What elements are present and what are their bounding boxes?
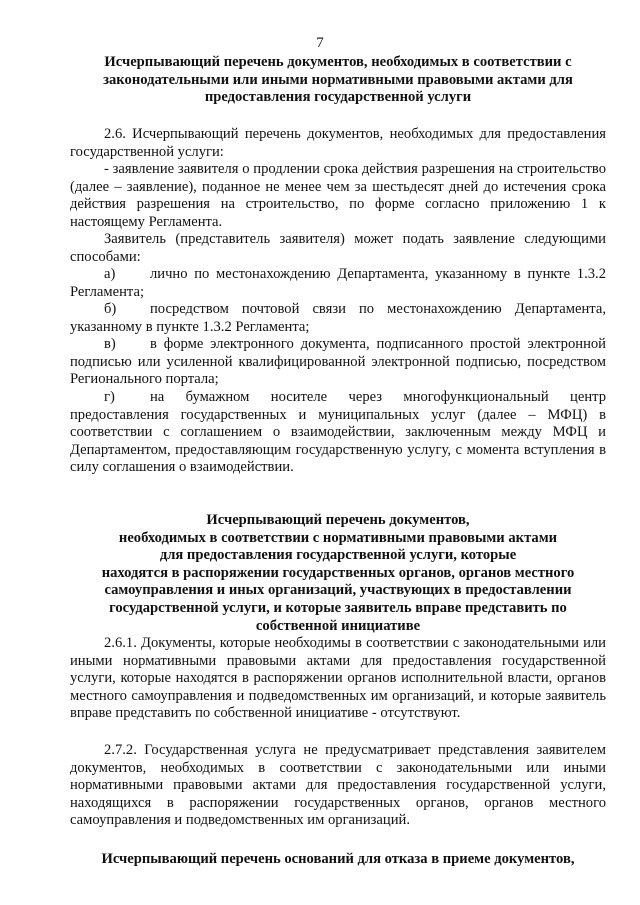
page-number: 7 [316, 35, 324, 51]
heading-line: предоставления государственной услуги [204, 89, 472, 106]
method-text: на бумажном носителе через многофункциональный центр предоставления государственных и муниципальных услуг (далее – МФЦ) в соответствии с соглашением о взаимодействии, заключенным между МФЦ и Департаментом, предоставляющим государственную услугу, с момента вступления в силу соглашения о взаимодействии. [70, 389, 606, 476]
heading-line: государственной услуги, и которые заявитель вправе представить по [109, 599, 567, 616]
method-marker: б) [104, 301, 117, 317]
heading-line: законодательными или иными нормативными правовыми актами для [103, 71, 573, 88]
method-text: лично по местонахождению Департамента, указанному в пункте 1.3.2 Регламента; [70, 266, 606, 300]
section-heading-refusal: Исчерпывающий перечень оснований для отказа в приеме документов, [101, 851, 575, 867]
heading-line: собственной инициативе [255, 617, 421, 634]
method-marker: а) [104, 266, 116, 282]
heading-line: самоуправления и иных организаций, участвующих в предоставлении [104, 582, 572, 599]
paragraph-statement: - заявление заявителя о продлении срока действия разрешения на строительство (далее – заявление), поданное не менее чем за шестьдесят дней до истечения срока действия разрешения на строительство, по форме согласно приложению 1 к настоящему Регламента. [70, 161, 606, 230]
method-item-v [70, 336, 606, 389]
heading-line: Исчерпывающий перечень документов, [206, 512, 470, 528]
paragraph-2-7-2: 2.7.2. Государственная услуга не предусматривает представления заявителем документов, необходимых в соответствии с законодательными или иными нормативными правовыми актами для предоставления государственной услуги, находящихся в распоряжении государственных органов, органов местного самоуправления и подведомственных им организаций. [70, 742, 606, 829]
method-item-a [70, 266, 606, 301]
paragraph-2-6-1: 2.6.1. Документы, которые необходимы в соответствии с законодательными или иными нормативными правовыми актами для предоставления государственной услуги, которые находятся в распоряжении органов исполнительной власти, органов местного самоуправления и подведомственных им организаций, и которые заявитель вправе представить по собственной инициативе - отсутствуют. [70, 635, 606, 722]
method-marker: в) [104, 336, 116, 352]
heading-line: для предоставления государственной услуги, которые [159, 547, 517, 564]
heading-line: необходимых в соответствии с нормативными правовыми актами [118, 529, 558, 546]
method-item-b [70, 301, 606, 336]
heading-line: находятся в распоряжении государственных органов, органов местного [101, 564, 575, 581]
method-text: в форме электронного документа, подписанного простой электронной подписью или усиленной квалифицированной электронной подписью, посредством Регионального портала; [70, 336, 606, 388]
method-item-g [70, 389, 606, 477]
paragraph-2-6: 2.6. Исчерпывающий перечень документов, необходимых для предоставления государственной услуги: [70, 126, 606, 160]
method-text: посредством почтовой связи по местонахождению Департамента, указанному в пункте 1.3.2 Регламента; [70, 301, 606, 335]
section-heading-documents [70, 54, 606, 107]
section-heading-optional-documents [70, 512, 606, 635]
paragraph-applicant-methods: Заявитель (представитель заявителя) может подать заявление следующими способами: [70, 231, 606, 265]
heading-line: Исчерпывающий перечень документов, необходимых в соответствии с [104, 54, 572, 70]
method-marker: г) [104, 389, 115, 405]
